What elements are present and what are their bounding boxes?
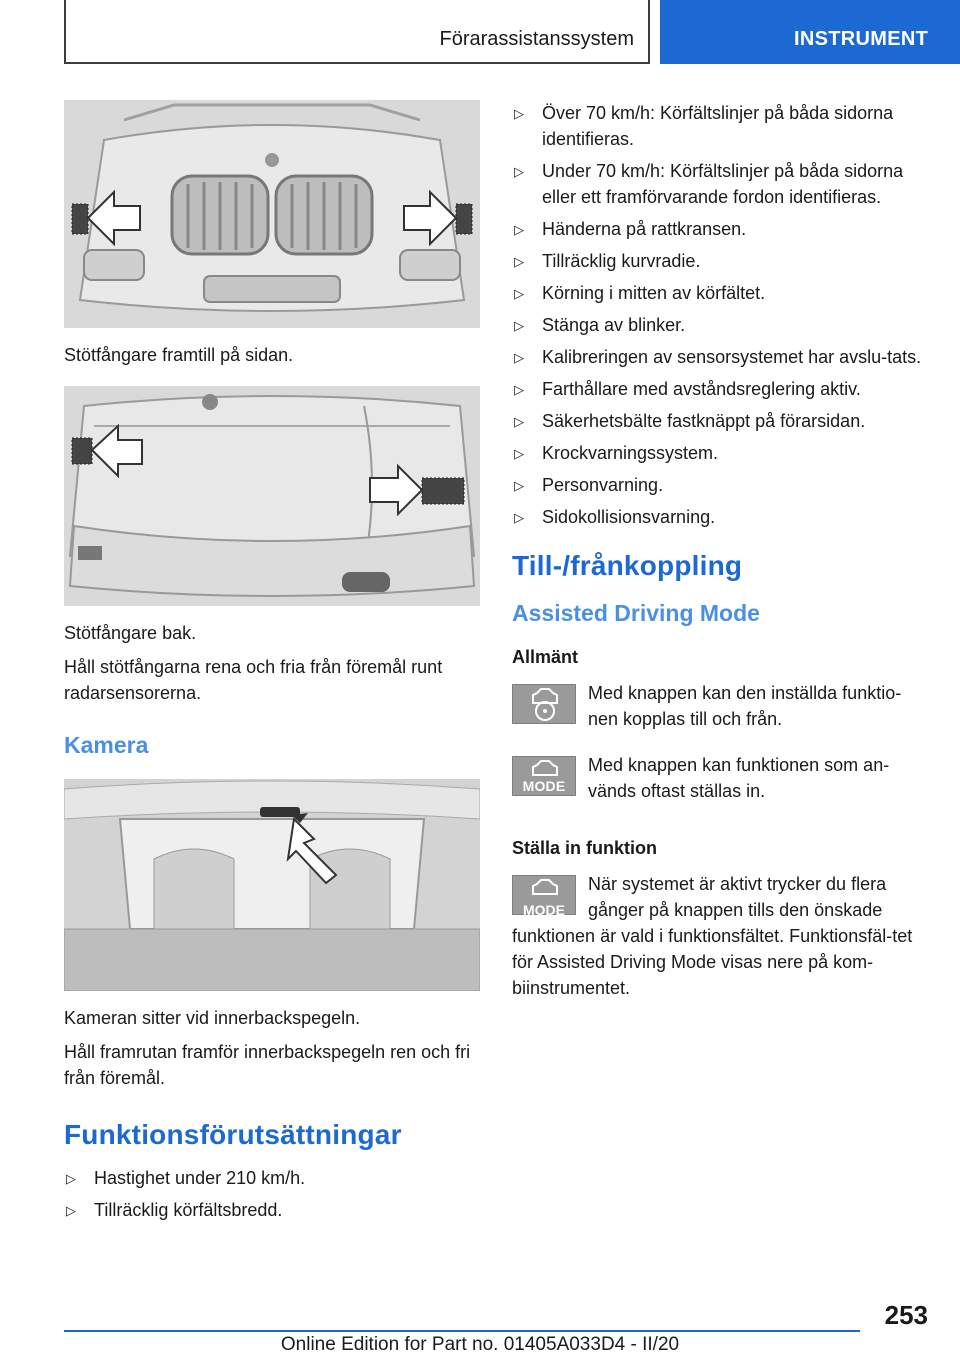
bullet-icon: ▷	[514, 382, 524, 397]
assist-button-text: Med knappen kan den inställda funktio-nen kopplas till och från.	[588, 683, 902, 729]
list-item: ▷ Hastighet under 210 km/h.	[64, 1165, 480, 1191]
list-item: ▷ Tillräcklig kurvradie.	[512, 248, 930, 274]
page-number: 253	[884, 1300, 928, 1330]
bullet-icon: ▷	[514, 414, 524, 429]
list-item: ▷ Säkerhetsbälte fastknäppt på förarsidan.	[512, 408, 930, 434]
header-section-tab	[64, 0, 650, 64]
list-item: ▷ Kalibreringen av sensorsystemet har avslu-tats.	[512, 344, 930, 370]
list-item: ▷ Över 70 km/h: Körfältslinjer på båda sidorna identifieras.	[514, 103, 894, 149]
mode-button-icon	[512, 756, 576, 796]
conditions-list-right	[512, 100, 930, 530]
list-item: ▷ Farthållare med avståndsreglering aktiv.	[512, 376, 930, 402]
camera-heading: Kamera	[64, 732, 149, 758]
list-item: ▷ Sidokollisionsvarning.	[512, 504, 930, 530]
list-item: ▷ Tillräcklig körfältsbredd.	[64, 1197, 480, 1223]
header-section-title: Förarassistanssystem	[439, 28, 634, 50]
set-function-heading: Ställa in funktion	[512, 838, 658, 858]
assisted-driving-mode-heading: Assisted Driving Mode	[512, 600, 760, 626]
bullet-icon: ▷	[514, 286, 524, 301]
mode-label: MODE	[522, 778, 566, 794]
rear-bumper-caption: Stötfångare bak.	[64, 623, 197, 643]
mode-label: MODE	[523, 902, 565, 918]
bullet-icon: ▷	[514, 254, 524, 269]
mode-button-icon	[512, 875, 576, 918]
bullet-icon: ▷	[514, 446, 524, 461]
mode-button-text: Med knappen kan funktionen som an-vänds oftast ställas in.	[588, 755, 890, 801]
right-column	[512, 100, 930, 1001]
list-item: ▷ Stänga av blinker.	[512, 312, 930, 338]
list-item: ▷ Under 70 km/h: Körfältslinjer på båda sidorna eller ett framförvarande fordon identifieras.	[514, 161, 904, 207]
mode-button-row	[512, 752, 930, 804]
header-chapter-tab	[660, 0, 960, 64]
camera-caption: Kameran sitter vid innerbackspegeln.	[64, 1008, 361, 1028]
front-bumper-caption: Stötfångare framtill på sidan.	[64, 345, 294, 365]
camera-figure	[64, 779, 480, 991]
bullet-icon: ▷	[514, 318, 524, 333]
list-item: ▷ Krockvarningssystem.	[512, 440, 930, 466]
bullet-icon: ▷	[514, 106, 524, 121]
bullet-icon: ▷	[514, 350, 524, 365]
front-bumper-figure	[64, 100, 480, 328]
assist-button-icon	[512, 684, 576, 724]
footer-divider	[64, 1330, 860, 1332]
list-item: ▷ Händerna på rattkransen.	[512, 216, 930, 242]
bullet-icon: ▷	[66, 1203, 76, 1218]
conditions-list-left	[64, 1165, 480, 1223]
bullet-icon: ▷	[514, 222, 524, 237]
bullet-icon: ▷	[514, 510, 524, 525]
conditions-heading: Funktionsförutsättningar	[64, 1119, 402, 1150]
general-heading: Allmänt	[512, 647, 579, 667]
left-column	[64, 100, 480, 1229]
assist-button-row	[512, 680, 930, 732]
set-function-text: När systemet är aktivt trycker du flera gånger på knappen tills den önskade funktionen är vald i funktionsfältet. Funktionsfäl-tet för Assisted Driving Mode visas nere på kom-biinstrumentet.	[512, 874, 913, 998]
header-chapter-title: INSTRUMENT	[794, 28, 929, 50]
list-item: ▷ Personvarning.	[512, 472, 930, 498]
list-item: ▷ Körning i mitten av körfältet.	[512, 280, 930, 306]
footer-edition: Online Edition for Part no. 01405A033D4 - II/20	[280, 1334, 680, 1355]
rear-bumper-text: Håll stötfångarna rena och fria från föremål runt radarsensorerna.	[64, 657, 443, 703]
bullet-icon: ▷	[66, 1171, 76, 1186]
bullet-icon: ▷	[514, 478, 524, 493]
set-function-text-block	[512, 871, 930, 1001]
onoff-heading: Till-/frånkoppling	[512, 550, 743, 581]
rear-bumper-figure	[64, 386, 480, 606]
camera-text: Håll framrutan framför innerbackspegeln ren och fri från föremål.	[64, 1042, 471, 1088]
bullet-icon: ▷	[514, 164, 524, 179]
